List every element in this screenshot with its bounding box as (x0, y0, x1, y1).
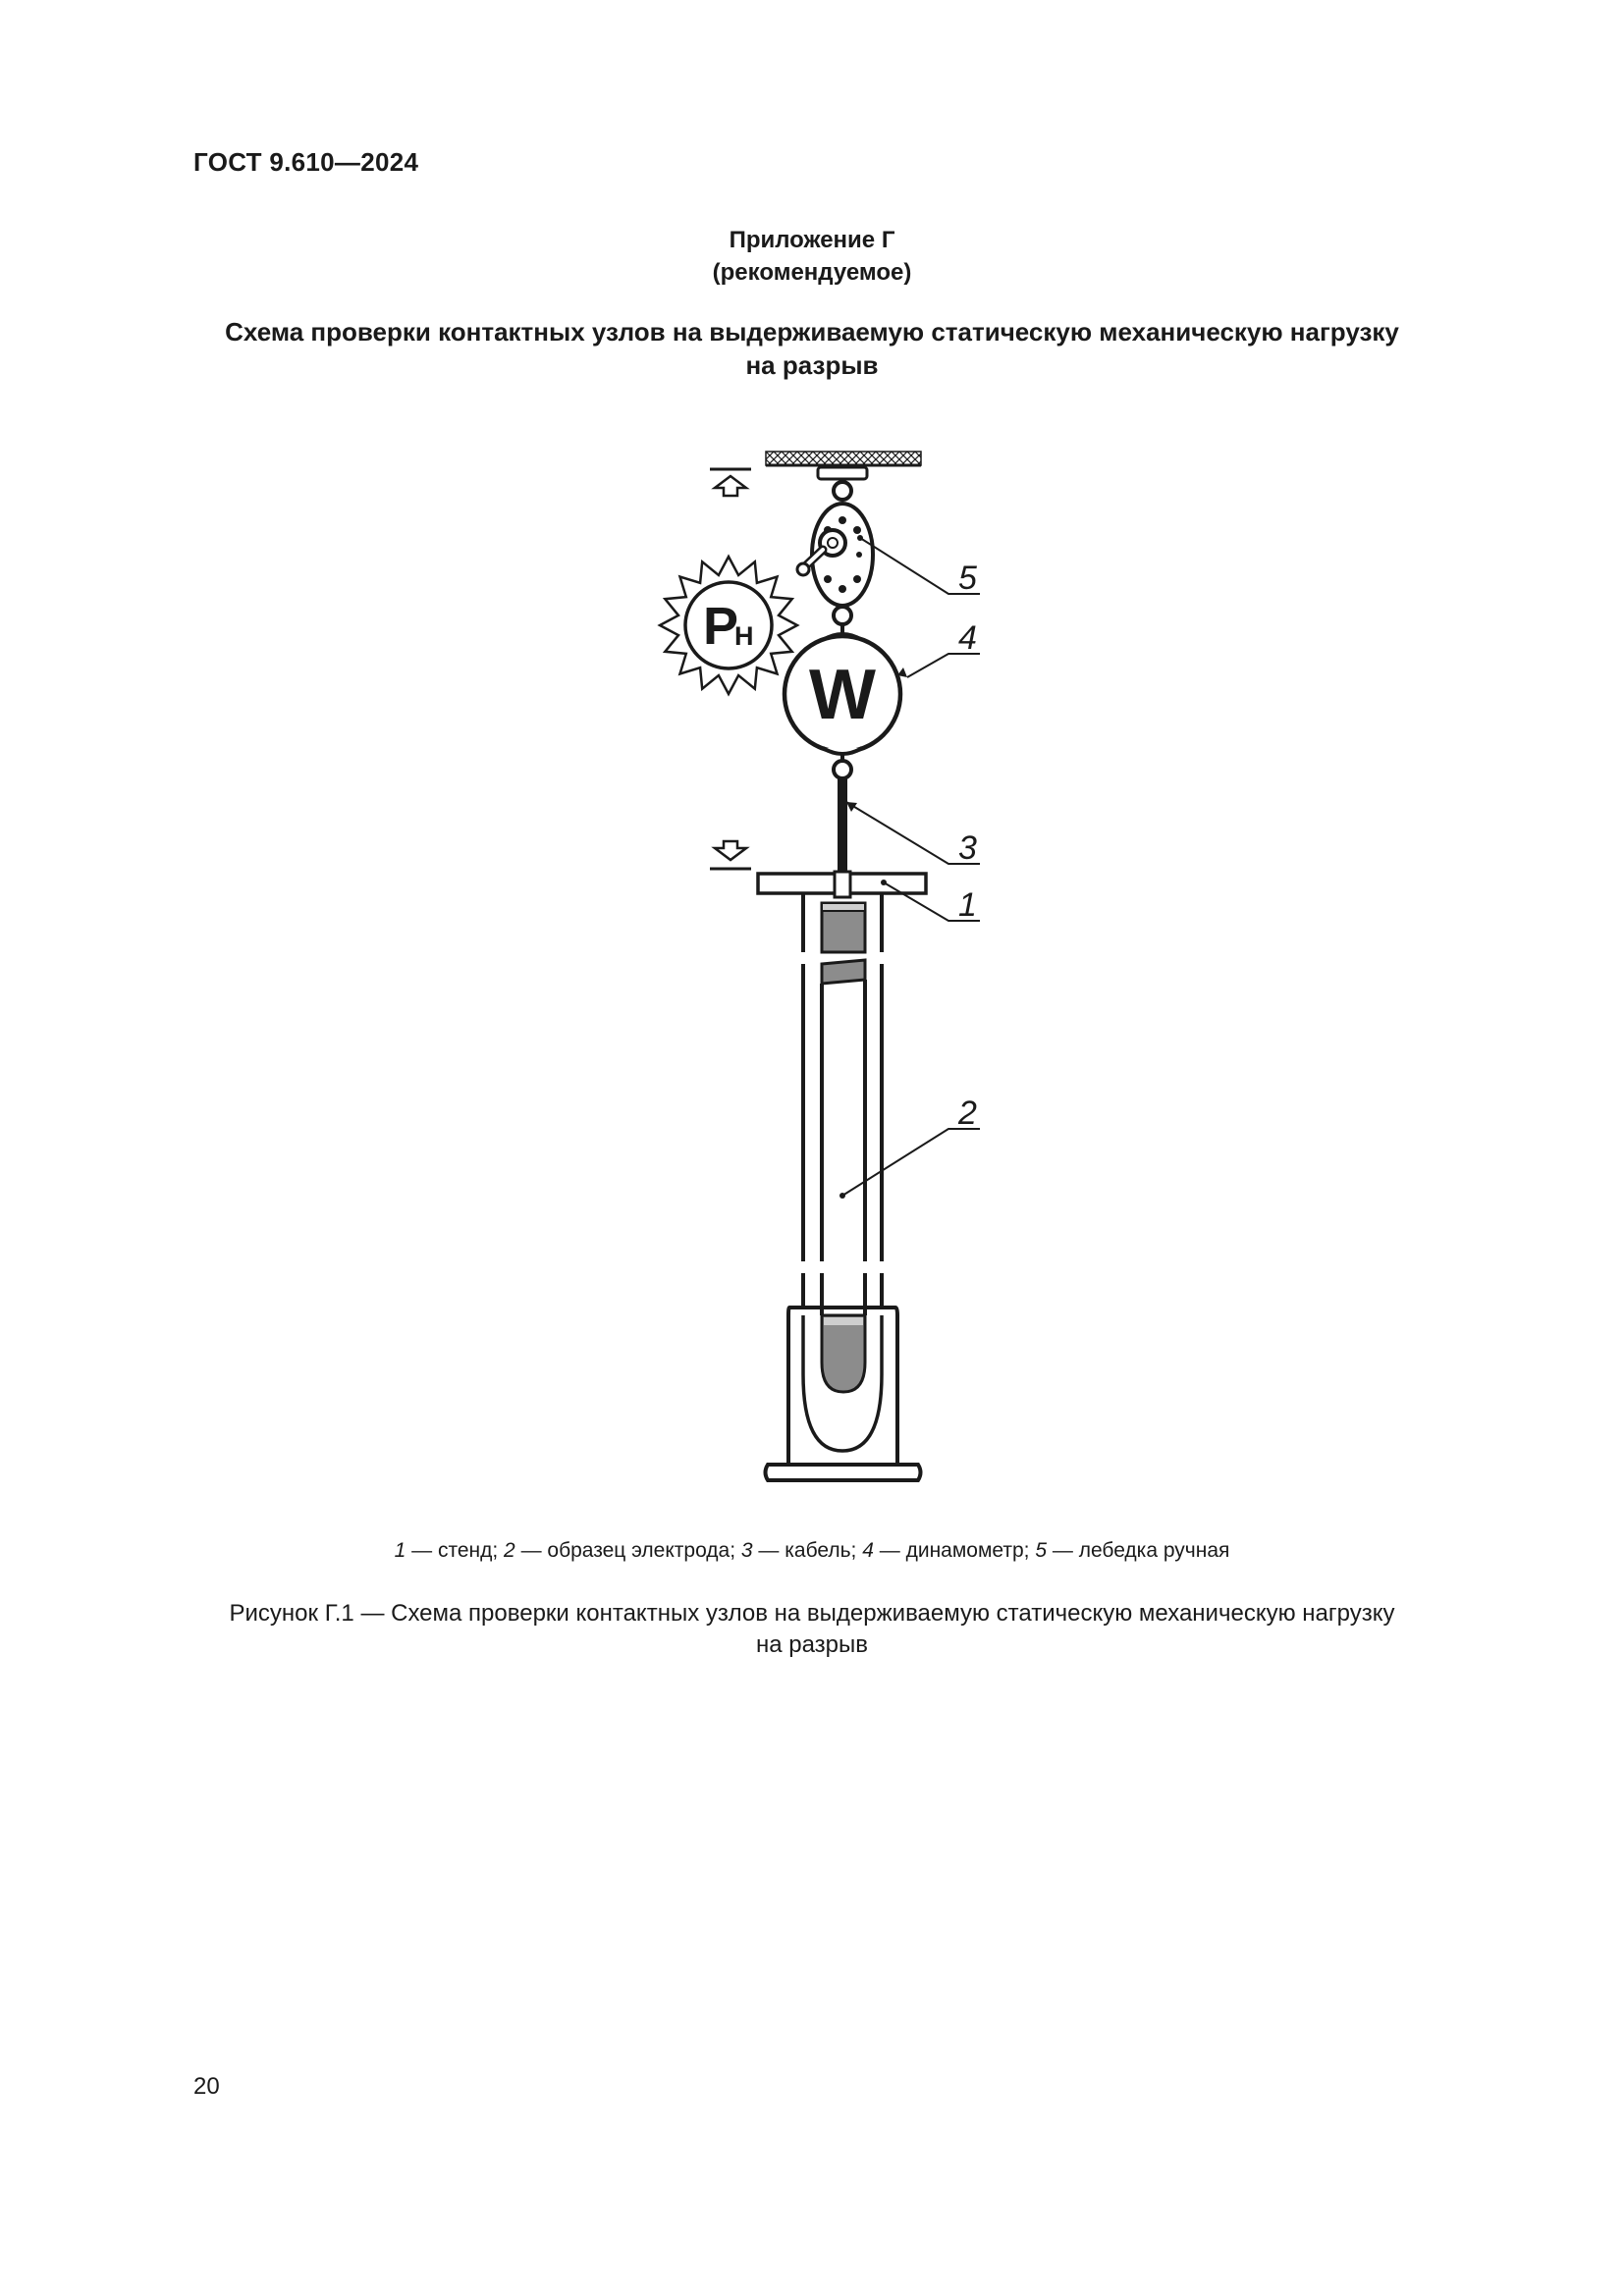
figure-legend (0, 1539, 1624, 1563)
hand-winch (797, 504, 873, 624)
legend-text-3: — кабель; (752, 1539, 863, 1562)
down-arrow-icon (710, 841, 751, 869)
title-line-1: Схема проверки контактных узлов на выдерживаемую статическую механическую нагрузку (225, 317, 1399, 347)
pn-symbol-main: P (703, 597, 739, 656)
legend-num-4: 4 (862, 1539, 874, 1562)
callout-2: 2 (958, 1095, 977, 1132)
page-number: 20 (193, 2073, 220, 2100)
electrode-sample (822, 903, 865, 1392)
up-arrow-icon (710, 469, 751, 496)
figure-caption (196, 1598, 1428, 1661)
appendix-label: Приложение Г (729, 227, 895, 253)
legend-text-1: — стенд; (406, 1539, 505, 1562)
legend-num-3: 3 (740, 1539, 753, 1562)
caption-line-2: на разрыв (755, 1631, 869, 1658)
callout-4: 4 (958, 619, 977, 657)
dynamometer (785, 624, 900, 778)
ceiling-support (766, 452, 921, 500)
nominal-load-symbol (660, 557, 797, 694)
document-code: ГОСТ 9.610—2024 (193, 147, 419, 177)
legend-num-1: 1 (394, 1539, 406, 1562)
callout-1: 1 (958, 886, 977, 924)
legend-text-5: — лебедка ручная (1047, 1539, 1230, 1562)
appendix-status: (рекомендуемое) (712, 259, 912, 286)
dynamometer-symbol: W (809, 656, 876, 734)
legend-text-2: — образец электрода; (514, 1539, 741, 1562)
callout-5: 5 (958, 560, 977, 597)
caption-line-1: Рисунок Г.1 — Схема проверки контактных узлов на выдерживаемую статическую механическую нагрузку (229, 1600, 1395, 1627)
title-line-2: на разрыв (745, 350, 879, 380)
cable (838, 778, 847, 878)
legend-num-5: 5 (1035, 1539, 1048, 1562)
legend-num-2: 2 (504, 1539, 515, 1562)
pn-symbol-sub: H (734, 621, 754, 651)
callout-3: 3 (958, 829, 977, 867)
legend-text-4: — динамометр; (873, 1539, 1036, 1562)
